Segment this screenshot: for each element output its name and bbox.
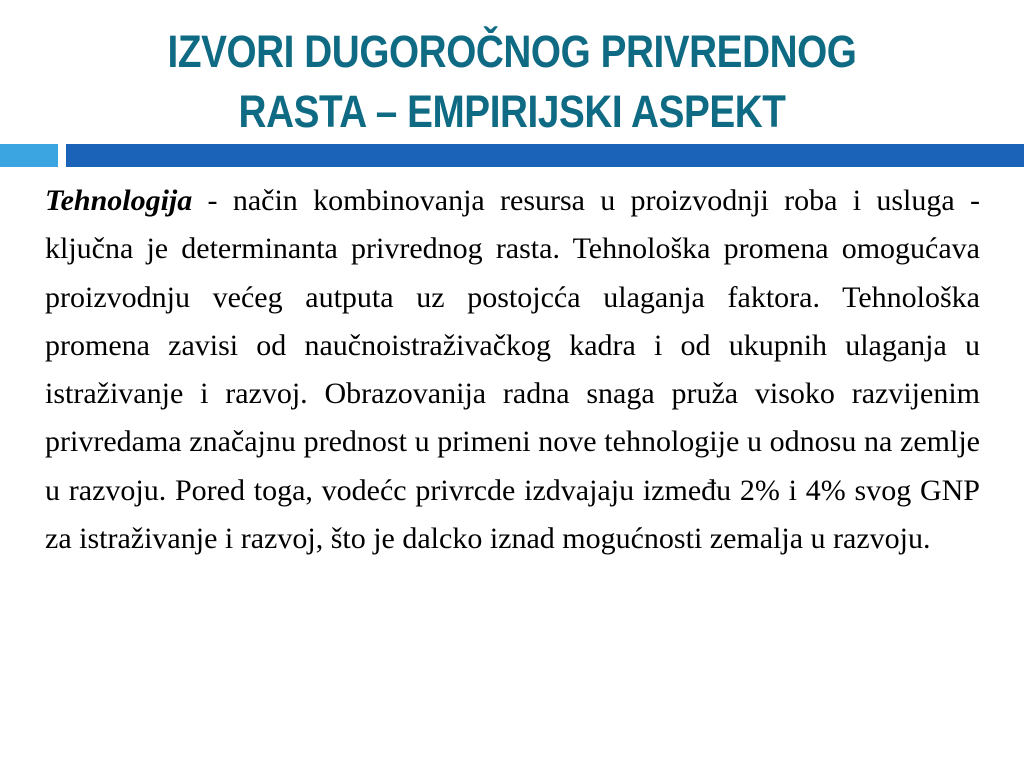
- slide-title: [106, 22, 918, 142]
- slide-title-line-2: RASTA – EMPIRIJSKI ASPEKT: [238, 86, 786, 137]
- highlighted-term: Tehnologija: [45, 184, 193, 217]
- accent-bar-left: [0, 144, 58, 167]
- body-text: - način kombinovanja resursa u proizvodnji roba i usluga - ključna je determinanta privrednog rasta. Tehnološka promena omogućava proizvodnju većeg autputa uz postojcća ulaganja faktora. Tehnološka promena zavisi od naučnoistraživačkog kadra i od ukupnih ulaganja u istraživanje i razvoj. Obrazovanija radna snaga pruža visoko razvijenim privredama značajnu prednost u primeni nove tehnologije u odnosu na zemlje u razvoju. Pored toga, vodećc privrcde izdvajaju između 2% i 4% svog GNP za istraživanje i razvoj, što je dalcko iznad mogućnosti zemalja u razvoju.: [45, 184, 980, 556]
- slide-title-line-1: IZVORI DUGOROČNOG PRIVREDNOG: [167, 26, 857, 77]
- body-paragraph: [45, 177, 980, 563]
- accent-bar-right: [66, 144, 1024, 167]
